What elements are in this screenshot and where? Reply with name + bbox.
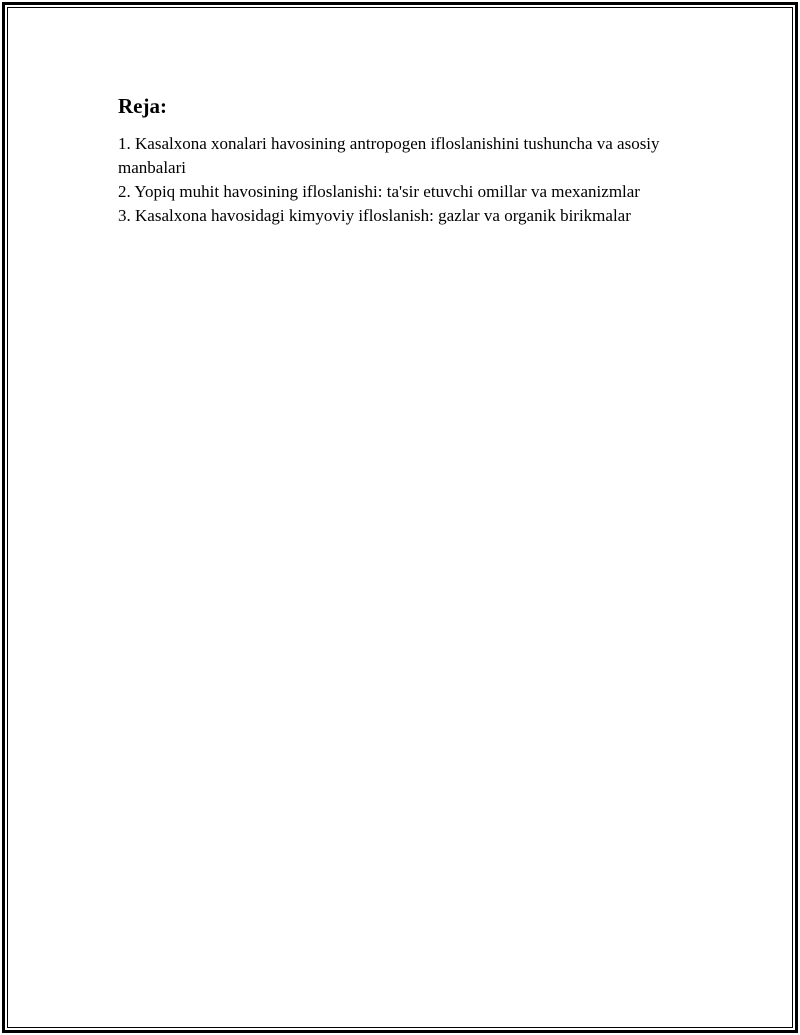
document-content	[118, 94, 698, 228]
plan-list	[118, 132, 698, 228]
plan-item-1: 1. Kasalxona xonalari havosining antropogen ifloslanishini tushuncha va asosiy manbalari	[118, 134, 660, 177]
plan-item-3: 3. Kasalxona havosidagi kimyoviy ifloslanish: gazlar va organik birikmalar	[118, 206, 631, 225]
plan-heading: Reja:	[118, 94, 167, 118]
plan-item-2: 2. Yopiq muhit havosining ifloslanishi: ta'sir etuvchi omillar va mexanizmlar	[118, 182, 640, 201]
